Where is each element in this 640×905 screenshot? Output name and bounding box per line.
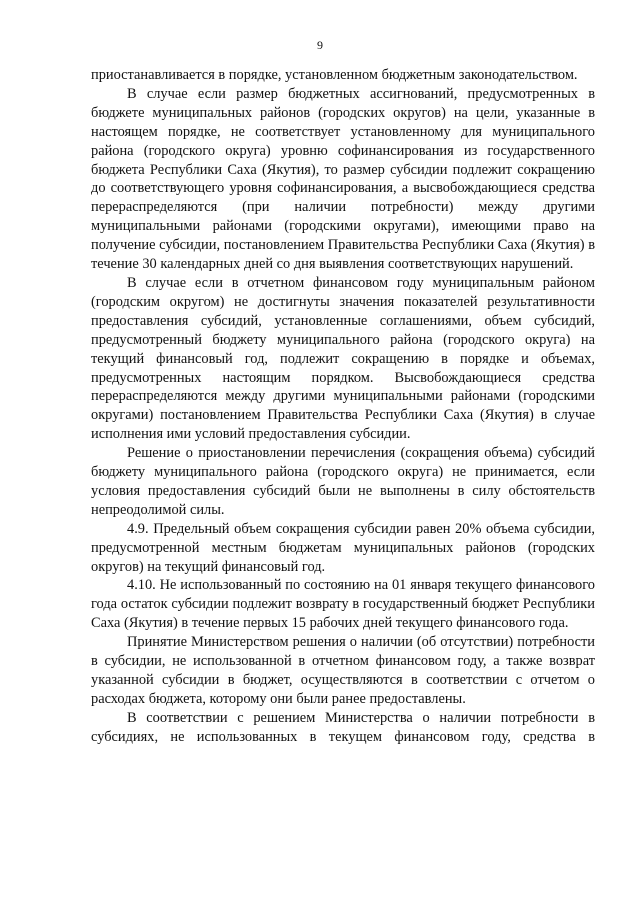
paragraph-ministry-decision: Принятие Министерством решения о наличии (об отсутствии) потребности в субсидии, не использованной в отчетном финансовом году, а также возврат указанной субсидии в бюджет, осуществляются в соответствии с отчетом о расходах бюджета, которому они были ранее предоставлены.: [91, 634, 595, 707]
paragraph-continuation: приостанавливается в порядке, установленном бюджетным законодательством.: [91, 67, 578, 83]
paragraph-performance-indicators: В случае если в отчетном финансовом году муниципальным районом (городским округом) не достигнуты значения показателей результативности предоставления субсидий, установленные соглашениями, объем субсидий, предусмотренный бюджету муниципального района (городского округа) на текущий финансовый год, подлежит сокращению в порядке и объемах, предусмотренных настоящим порядком. Высвобождающиеся средства перераспределяются между другими муниципальными районами (городскими округами) постановлением Правительства Республики Саха (Якутия) в случае исполнения ими условий предоставления субсидии.: [91, 274, 595, 443]
document-body: [91, 66, 595, 747]
paragraph-budget-allocation: В случае если размер бюджетных ассигнований, предусмотренных в бюджете муниципальных районов (городских округов) на цели, указанные в настоящем порядке, не соответствует установленному для муниципального района (городского округа) уровню софинансирования из государственного бюджета Республики Саха (Якутия), то размер субсидии подлежит сокращению до соответствующего уровня софинансирования, а высвобождающиеся средства перераспределяются (при наличии потребности) между другими муниципальными районами (городскими округами), имеющими право на получение субсидии, постановлением Правительства Республики Саха (Якутия) в течение 30 календарных дней со дня выявления соответствующих нарушений.: [91, 85, 595, 273]
page-number: 9: [317, 38, 323, 52]
paragraph-force-majeure: Решение о приостановлении перечисления (сокращения объема) субсидий бюджету муниципального района (городского округа) не принимается, если условия предоставления субсидий были не выполнены в силу обстоятельств непреодолимой силы.: [91, 445, 595, 518]
paragraph-4-10: 4.10. Не использованный по состоянию на 01 января текущего финансового года остаток субсидии подлежит возврату в государственный бюджет Республики Саха (Якутия) в течение первых 15 рабочих дней текущего финансового года.: [91, 577, 595, 632]
paragraph-4-9: 4.9. Предельный объем сокращения субсидии равен 20% объема субсидии, предусмотренной местным бюджетам муниципальных районов (городских округов) на текущий финансовый год.: [91, 520, 595, 575]
paragraph-unused-subsidies: В соответствии с решением Министерства о наличии потребности в субсидиях, не использованных в текущем финансовом году, средства в: [91, 709, 595, 745]
